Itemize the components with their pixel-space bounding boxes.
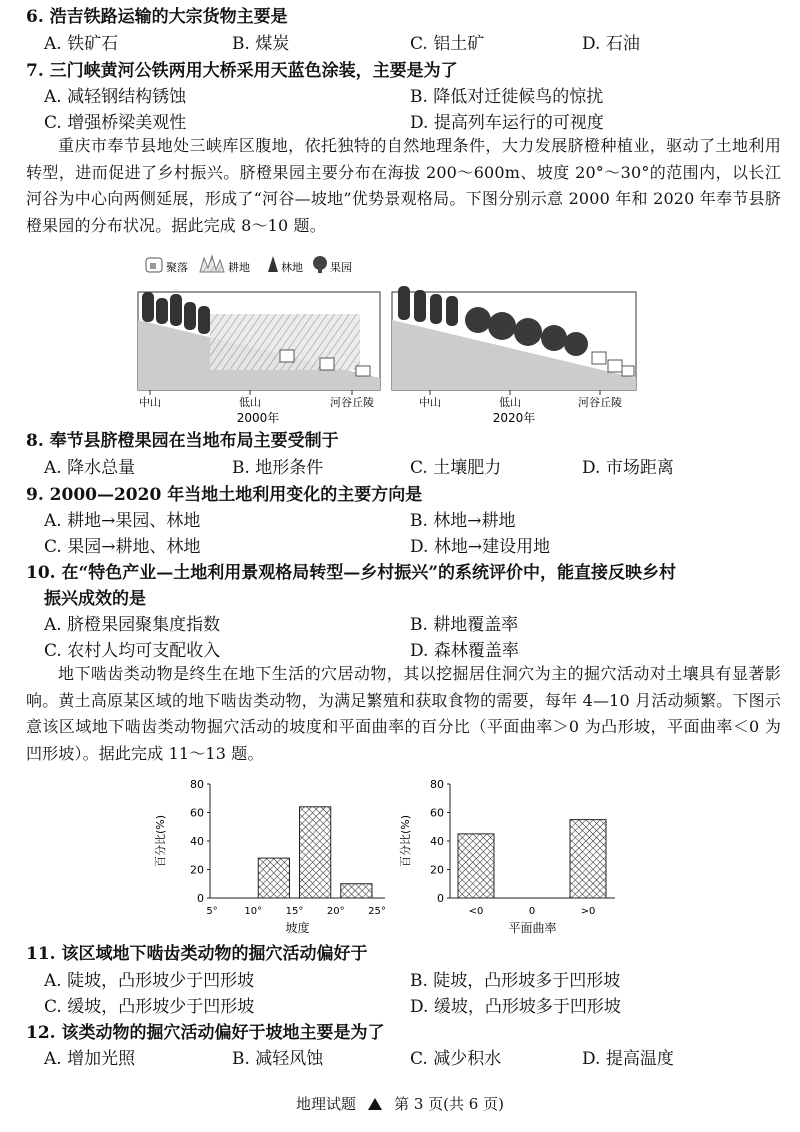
q12-option-a: A. 增加光照 [44, 1049, 136, 1069]
q12-option-d: D. 提高温度 [582, 1049, 674, 1069]
q6-option-a: A. 铁矿石 [44, 34, 119, 54]
q8-option-a: A. 降水总量 [44, 458, 136, 478]
q6-option-b: B. 煤炭 [232, 34, 290, 54]
question-11-stem: 11. 该区域地下啮齿类动物的掘穴活动偏好于 [26, 944, 368, 964]
x-tick-label: 15° [285, 906, 304, 917]
bar-convex [570, 820, 606, 898]
x-tick-label: 20° [326, 906, 345, 917]
q9-option-b: B. 林地→耕地 [410, 511, 516, 531]
passage-2 [26, 661, 781, 767]
legend-settlement: 聚落 [166, 261, 188, 274]
q8-option-b: B. 地形条件 [232, 458, 324, 478]
x-tick-label: 0 [528, 906, 536, 917]
y-tick-label: 20 [430, 863, 444, 877]
passage-2-text: 地下啮齿类动物是终生在地下生活的穴居动物，其以挖掘居住洞穴为主的掘穴活动对土壤具有显著影响。黄土高原某区域的地下啮齿类动物，为满足繁殖和获取食物的需要，每年 4—10 月活动频繁。下图示意该区域地下啮齿类动物掘穴活动的坡度和平面曲率的百分比（平面曲率＞0 为凸形坡，平面曲率＜0 为凹形坡）。据此完成 11～13 题。 [26, 664, 781, 763]
y-tick-label: 60 [190, 806, 204, 820]
q9-option-c: C. 果园→耕地、林地 [44, 537, 201, 557]
panel-2000-label-2: 低山 [239, 396, 261, 409]
footer-subject: 地理试题 [296, 1095, 357, 1113]
question-8-stem: 8. 奉节县脐橙果园在当地布局主要受制于 [26, 431, 339, 451]
question-6-stem: 6. 浩吉铁路运输的大宗货物主要是 [26, 7, 288, 27]
y-tick-label: 40 [430, 835, 444, 848]
x-axis-label: 坡度 [285, 921, 310, 935]
question-10-stem-1: 10. 在“特色产业—土地利用景观格局转型—乡村振兴”的系统评价中，能直接反映乡村 [26, 563, 677, 583]
q7-option-c: C. 增强桥梁美观性 [44, 113, 187, 133]
q10-option-c: C. 农村人均可支配收入 [44, 641, 221, 661]
panel-2000 [138, 292, 380, 425]
q12-option-b: B. 减轻风蚀 [232, 1049, 324, 1069]
x-tick-label: >0 [580, 906, 596, 917]
x-tick-label: 25° [368, 906, 386, 917]
x-tick-label: <0 [468, 906, 484, 917]
q10-option-a: A. 脐橙果园聚集度指数 [44, 615, 221, 635]
q7-option-d: D. 提高列车运行的可视度 [410, 113, 604, 133]
settlement-icon [146, 258, 162, 272]
bar-20-25 [341, 884, 372, 898]
panel-2020-year: 2020年 [492, 411, 536, 425]
triangle-icon [368, 1098, 382, 1110]
y-tick-label: 80 [190, 778, 204, 791]
passage-1-text: 重庆市奉节县地处三峡库区腹地，依托独特的自然地理条件，大力发展脐橙种植业，驱动了土地利用转型，进而促进了乡村振兴。脐橙果园主要分布在海拔 200～600m、坡度 20°～30°的范围内，以长江河谷为中心向两侧延展，形成了“河谷—坡地”优势景观格局。下图分别示意 2000 年和 2020 年奉节县脐橙果园的分布状况。据此完成 8～10 题。 [26, 136, 781, 235]
question-10-stem-2: 振兴成效的是 [44, 589, 146, 609]
q6-option-c: C. 铝土矿 [410, 34, 485, 54]
y-axis-label: 百分比(%) [154, 814, 167, 868]
panel-2020 [392, 286, 636, 425]
x-tick-label: 5° [206, 906, 218, 917]
panel-2000-year: 2000年 [236, 411, 280, 425]
q11-option-c: C. 缓坡，凸形坡少于凹形坡 [44, 997, 255, 1017]
y-tick-label: 40 [190, 835, 204, 848]
cropland-icon [200, 256, 224, 272]
y-tick-label: 0 [437, 892, 444, 905]
page-footer [0, 1093, 800, 1114]
x-axis-label: 平面曲率 [508, 921, 557, 935]
q11-option-b: B. 陡坡，凸形坡多于凹形坡 [410, 971, 621, 991]
question-9-stem: 9. 2000—2020 年当地土地利用变化的主要方向是 [26, 485, 423, 505]
q9-option-a: A. 耕地→果园、林地 [44, 511, 201, 531]
panel-2000-label-1: 中山 [139, 396, 161, 409]
y-tick-label: 60 [430, 806, 444, 820]
bar-10-15 [258, 858, 289, 898]
legend-cropland: 耕地 [228, 261, 250, 274]
bar-concave [458, 834, 494, 898]
question-7-stem: 7. 三门峡黄河公铁两用大桥采用天蓝色涂装，主要是为了 [26, 61, 458, 81]
panel-2020-label-2: 低山 [499, 396, 521, 409]
y-axis-label: 百分比(%) [399, 814, 412, 868]
q12-option-c: C. 减少积水 [410, 1049, 502, 1069]
forest-icon [268, 256, 278, 272]
x-tick-label: 10° [244, 906, 263, 917]
q8-option-d: D. 市场距离 [582, 458, 674, 478]
footer-page-number: 第 3 页(共 6 页) [394, 1095, 504, 1113]
q11-option-a: A. 陡坡，凸形坡少于凹形坡 [44, 971, 255, 991]
passage-1 [26, 133, 781, 239]
y-tick-label: 20 [190, 863, 204, 877]
q7-option-b: B. 降低对迁徙候鸟的惊扰 [410, 87, 604, 107]
q10-option-d: D. 森林覆盖率 [410, 641, 519, 661]
panel-2020-label-3: 河谷丘陵 [578, 396, 622, 409]
q10-option-b: B. 耕地覆盖率 [410, 615, 519, 635]
y-tick-label: 80 [430, 778, 444, 791]
land-use-figure [130, 250, 650, 430]
q8-option-c: C. 土壤肥力 [410, 458, 502, 478]
question-12-stem: 12. 该类动物的掘穴活动偏好于坡地主要是为了 [26, 1023, 385, 1043]
q7-option-a: A. 减轻钢结构锈蚀 [44, 87, 187, 107]
y-tick-label: 0 [197, 892, 204, 905]
panel-2000-label-3: 河谷丘陵 [330, 396, 374, 409]
slope-bar-chart [150, 770, 400, 940]
orchard-icon [313, 256, 327, 273]
bar-15-20 [300, 807, 331, 898]
panel-2020-label-1: 中山 [419, 396, 441, 409]
legend-forest: 林地 [281, 261, 303, 274]
figure-legend [146, 256, 352, 274]
legend-orchard: 果园 [330, 261, 352, 274]
q6-option-d: D. 石油 [582, 34, 640, 54]
q9-option-d: D. 林地→建设用地 [410, 537, 551, 557]
curvature-bar-chart [395, 770, 625, 940]
q11-option-d: D. 缓坡，凸形坡多于凹形坡 [410, 997, 621, 1017]
